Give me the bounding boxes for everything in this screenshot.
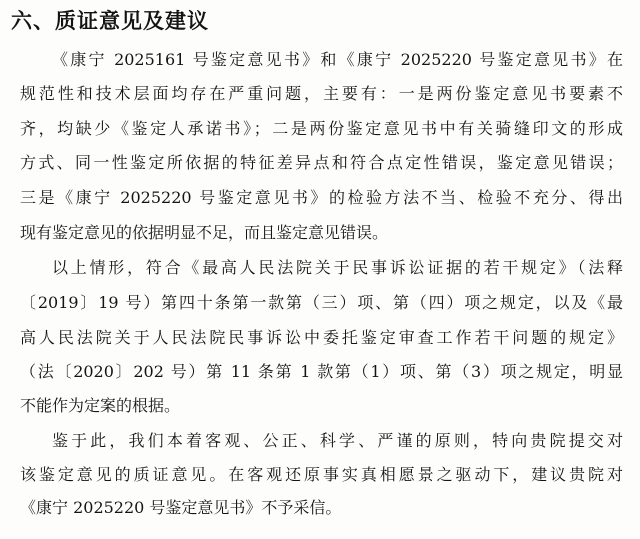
paragraph-1-line-4: 方式、同一性鉴定所依据的特征差异点和符合点定性错误，鉴定意见错误； bbox=[20, 153, 623, 172]
paragraph-3-line-2: 该鉴定意见的质证意见。在客观还原事实真相愿景之驱动下，建议贵院对 bbox=[20, 465, 623, 484]
paragraph-2-line-1: 以上情形，符合《最高人民法院关于民事诉讼证据的若干规定》（法释 bbox=[52, 258, 623, 277]
paragraph-2-line-5: 不能作为定案的根据。 bbox=[20, 396, 181, 415]
paragraph-1-line-5: 三是《康宁 2025220 号鉴定意见书》的检验方法不当、检验不充分、得出 bbox=[20, 188, 623, 207]
paragraph-3-line-1: 鉴于此，我们本着客观、公正、科学、严谨的原则，特向贵院提交对 bbox=[52, 431, 623, 450]
paragraph-1-line-6: 现有鉴定意见的依据明显不足，而且鉴定意见错误。 bbox=[20, 223, 389, 242]
paragraph-1-line-3: 齐，均缺少《鉴定人承诺书》；二是两份鉴定意见书中有关骑缝印文的形成 bbox=[20, 119, 623, 138]
paragraph-2-line-3: 高人民法院关于人民法院民事诉讼中委托鉴定审查工作若干问题的规定》 bbox=[20, 328, 623, 347]
paragraph-1-line-2: 规范性和技术层面均存在严重问题，主要有：一是两份鉴定意见书要素不 bbox=[20, 84, 623, 103]
section-heading: 六、质证意见及建议 bbox=[11, 9, 209, 33]
paragraph-3-line-3: 《康宁 2025220 号鉴定意见书》不予采信。 bbox=[20, 498, 342, 517]
paragraph-2-line-2: 〔2019〕19 号）第四十条第一款第（三）项、第（四）项之规定，以及《最 bbox=[20, 293, 623, 312]
paragraph-1-line-1: 《康宁 2025161 号鉴定意见书》和《康宁 2025220 号鉴定意见书》在 bbox=[52, 50, 623, 69]
paragraph-2-line-4: （法〔2020〕202 号）第 11 条第 1 款第（1）项、第（3）项之规定，明显 bbox=[20, 362, 623, 381]
